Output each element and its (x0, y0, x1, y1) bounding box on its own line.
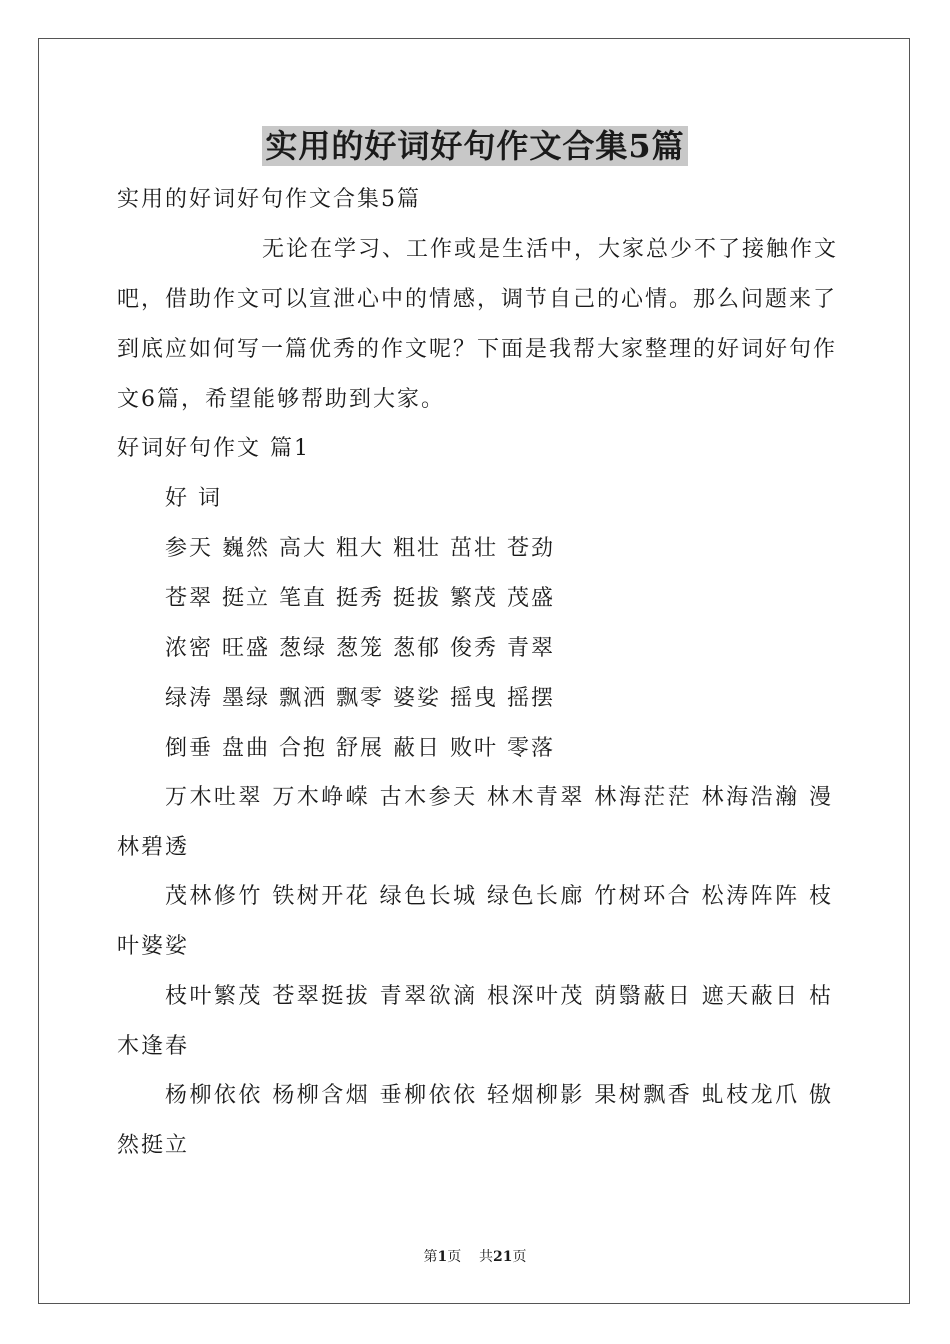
section-heading: 好词好句作文 篇1 (117, 436, 310, 461)
footer-page-number: 1 (437, 1249, 448, 1265)
footer-total-prefix: 共 (479, 1249, 494, 1265)
word-row: 绿涛 墨绿 飘洒 飘零 婆娑 摇曳 摇摆 (165, 686, 555, 711)
intro-line-1: 无论在学习、工作或是生活中，大家总少不了接触作文 (262, 237, 839, 262)
title-container (0, 126, 950, 166)
word-row: 倒垂 盘曲 合抱 舒展 蔽日 败叶 零落 (165, 736, 555, 761)
idiom-row-wrap: 林碧透 (117, 835, 190, 860)
intro-line-4: 文6篇，希望能够帮助到大家。 (117, 387, 445, 412)
idiom-row-wrap: 木逢春 (117, 1034, 190, 1059)
idiom-row-wrap: 然挺立 (117, 1133, 190, 1158)
footer-page-prefix: 第 (423, 1249, 438, 1265)
page-border (38, 38, 910, 1304)
idiom-row: 枝叶繁茂 苍翠挺拔 青翠欲滴 根深叶茂 荫翳蔽日 遮天蔽日 枯 (165, 984, 833, 1009)
word-row: 浓密 旺盛 葱绿 葱笼 葱郁 俊秀 青翠 (165, 636, 555, 661)
intro-line-3: 到底应如何写一篇优秀的作文呢？下面是我帮大家整理的好词好句作 (117, 337, 838, 362)
footer-total-suffix: 页 (512, 1249, 527, 1265)
good-words-subheading: 好 词 (165, 486, 222, 511)
idiom-row: 杨柳依依 杨柳含烟 垂柳依依 轻烟柳影 果树飘香 虬枝龙爪 傲 (165, 1083, 833, 1108)
word-row: 参天 巍然 高大 粗大 粗壮 茁壮 苍劲 (165, 536, 555, 561)
word-row: 苍翠 挺立 笔直 挺秀 挺拔 繁茂 茂盛 (165, 586, 555, 611)
footer-total-pages: 21 (493, 1249, 513, 1265)
idiom-row-wrap: 叶婆娑 (117, 934, 190, 959)
intro-line-2: 吧，借助作文可以宣泄心中的情感，调节自己的心情。那么问题来了 (117, 287, 838, 312)
footer-page-suffix: 页 (447, 1249, 462, 1265)
document-subtitle: 实用的好词好句作文合集5篇 (117, 187, 421, 212)
idiom-row: 茂林修竹 铁树开花 绿色长城 绿色长廊 竹树环合 松涛阵阵 枝 (165, 884, 833, 909)
idiom-row: 万木吐翠 万木峥嵘 古木参天 林木青翠 林海茫茫 林海浩瀚 漫 (165, 785, 833, 810)
page-footer (0, 1248, 950, 1266)
document-title: 实用的好词好句作文合集5篇 (262, 126, 687, 166)
